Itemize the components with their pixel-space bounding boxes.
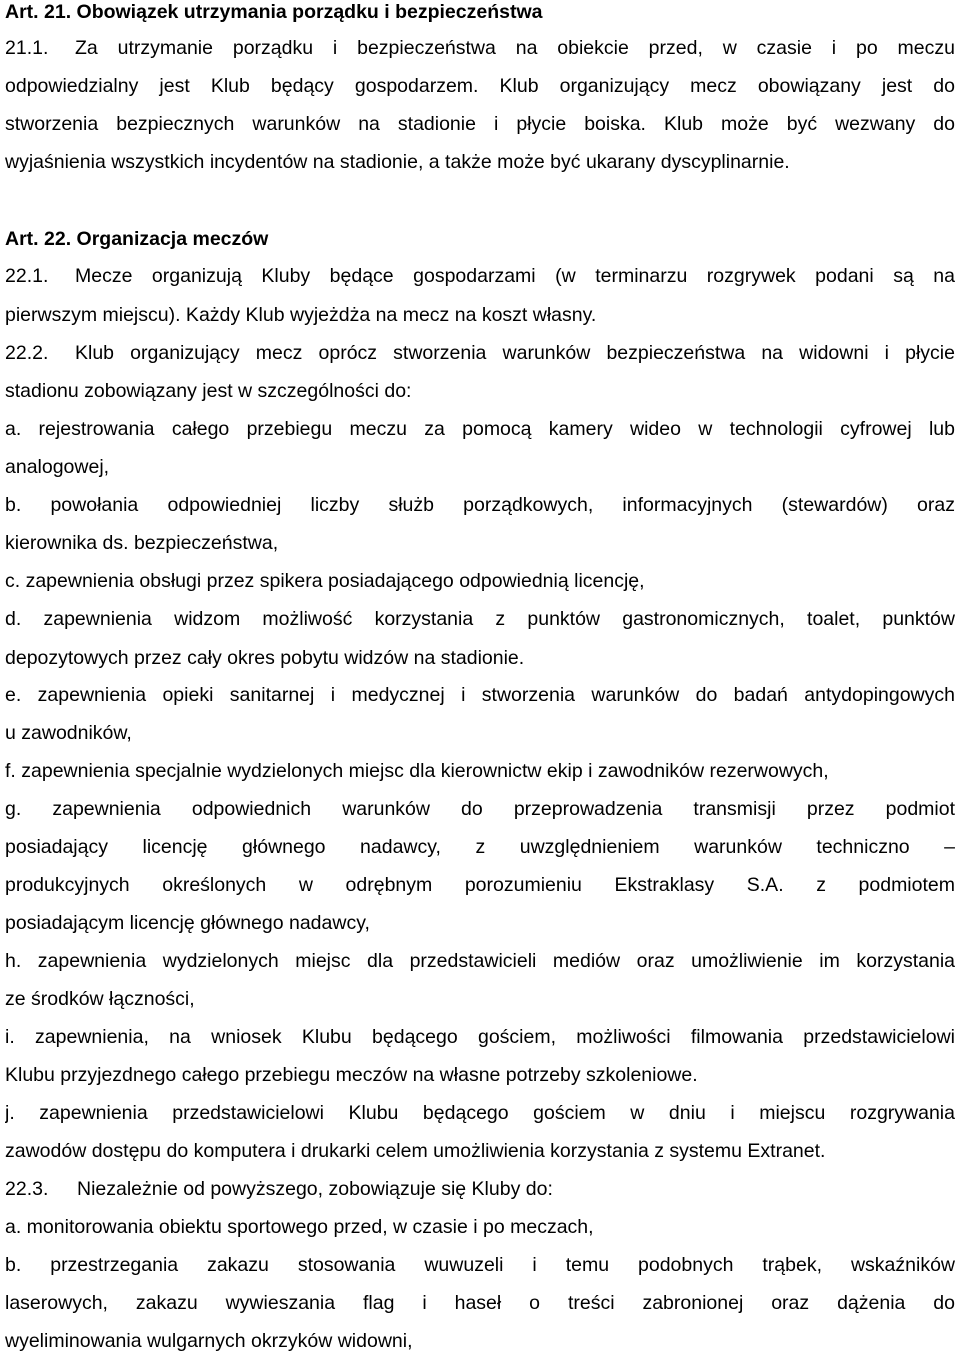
- art21-p1-line-4: wyjaśnienia wszystkich incydentów na stadionie, a także może być ukarany dyscyplinarnie.: [5, 151, 790, 173]
- art22-item-f-line-1: f. zapewnienia specjalnie wydzielonych miejsc dla kierownictw ekip i zawodników rezerwowych,: [5, 760, 829, 782]
- art22-p2-line-1: [5, 341, 955, 365]
- art21-p1-line-1: [5, 36, 955, 60]
- art22-p1-text-1: Mecze organizują Kluby będące gospodarzami (w terminarzu rozgrywek podani są na: [75, 265, 955, 287]
- art21-p1-line-2: odpowiedzialny jest Klub będący gospodarzem. Klub organizujący mecz obowiązany jest do: [5, 75, 955, 97]
- art22-item-g-line-1: g. zapewnienia odpowiednich warunków do przeprowadzenia transmisji przez podmiot: [5, 798, 955, 820]
- art22-item-d-line-1: d. zapewnienia widzom możliwość korzystania z punktów gastronomicznych, toalet, punktów: [5, 608, 955, 630]
- art22-p3-item-a-line-1: a. monitorowania obiektu sportowego przed, w czasie i po meczach,: [5, 1216, 594, 1238]
- art22-item-b-line-1: b. powołania odpowiedniej liczby służb porządkowych, informacyjnych (stewardów) oraz: [5, 494, 955, 516]
- art22-item-i-line-1: i. zapewnienia, na wniosek Klubu będącego gościem, możliwości filmowania przedstawicielowi: [5, 1026, 955, 1048]
- art22-p1-line-2: pierwszym miejscu). Każdy Klub wyjeżdża na mecz na koszt własny.: [5, 304, 597, 326]
- art22-p3-line-1: [5, 1177, 955, 1201]
- art22-item-j-line-2: zawodów dostępu do komputera i drukarki celem umożliwienia korzystania z systemu Extranet.: [5, 1140, 826, 1162]
- art22-item-d-line-2: depozytowych przez cały okres pobytu widzów na stadionie.: [5, 647, 525, 669]
- art22-item-a-line-1: a. rejestrowania całego przebiegu meczu za pomocą kamery wideo w technologii cyfrowej lub: [5, 418, 955, 440]
- art22-item-g-line-3: produkcyjnych określonych w odrębnym porozumieniu Ekstraklasy S.A. z podmiotem: [5, 874, 955, 896]
- art22-p3-item-b-line-2: laserowych, zakazu wywieszania flag i haseł o treści zabronionej oraz dążenia do: [5, 1292, 955, 1314]
- art22-item-i-line-2: Klubu przyjezdnego całego przebiegu meczów na własne potrzeby szkoleniowe.: [5, 1064, 698, 1086]
- art22-p2-line-2: stadionu zobowiązany jest w szczególności do:: [5, 380, 412, 402]
- art22-p2-number: 22.2.: [5, 342, 49, 364]
- art22-item-e-line-1: e. zapewnienia opieki sanitarnej i medycznej i stworzenia warunków do badań antydopingowych: [5, 684, 955, 706]
- art22-item-c-line-1: c. zapewnienia obsługi przez spikera posiadającego odpowiednią licencję,: [5, 570, 645, 592]
- art21-heading: Art. 21. Obowiązek utrzymania porządku i bezpieczeństwa: [5, 1, 543, 23]
- art22-p3-item-b-line-3: wyeliminowania wulgarnych okrzyków widowni,: [5, 1330, 413, 1352]
- art21-p1-number: 21.1.: [5, 37, 49, 59]
- art22-p3-number: 22.3.: [5, 1178, 49, 1200]
- art22-item-h-line-2: ze środków łączności,: [5, 988, 195, 1010]
- art22-item-g-line-2: posiadający licencję głównego nadawcy, z uwzględnieniem warunków techniczno –: [5, 836, 955, 858]
- art22-item-b-line-2: kierownika ds. bezpieczeństwa,: [5, 532, 279, 554]
- art22-item-a-line-2: analogowej,: [5, 456, 110, 478]
- art21-p1-line-3: stworzenia bezpiecznych warunków na stadionie i płycie boiska. Klub może być wezwany do: [5, 113, 955, 135]
- art22-heading: Art. 22. Organizacja meczów: [5, 228, 269, 250]
- art22-p1-line-1: [5, 264, 955, 288]
- art22-p1-number: 22.1.: [5, 265, 49, 287]
- art22-p3-intro: Niezależnie od powyższego, zobowiązuje się Kluby do:: [77, 1178, 553, 1200]
- art22-item-j-line-1: j. zapewnienia przedstawicielowi Klubu będącego gościem w dniu i miejscu rozgrywania: [5, 1102, 955, 1124]
- art22-p3-item-b-line-1: b. przestrzegania zakazu stosowania wuwuzeli i temu podobnych trąbek, wskaźników: [5, 1254, 955, 1276]
- art22-item-g-line-4: posiadającym licencję głównego nadawcy,: [5, 912, 370, 934]
- art22-item-e-line-2: u zawodników,: [5, 722, 132, 744]
- art22-p2-text-1: Klub organizujący mecz oprócz stworzenia warunków bezpieczeństwa na widowni i płycie: [75, 342, 955, 364]
- art21-p1-text-1: Za utrzymanie porządku i bezpieczeństwa na obiekcie przed, w czasie i po meczu: [75, 37, 955, 59]
- art22-item-h-line-1: h. zapewnienia wydzielonych miejsc dla przedstawicieli mediów oraz umożliwienie im korzystania: [5, 950, 955, 972]
